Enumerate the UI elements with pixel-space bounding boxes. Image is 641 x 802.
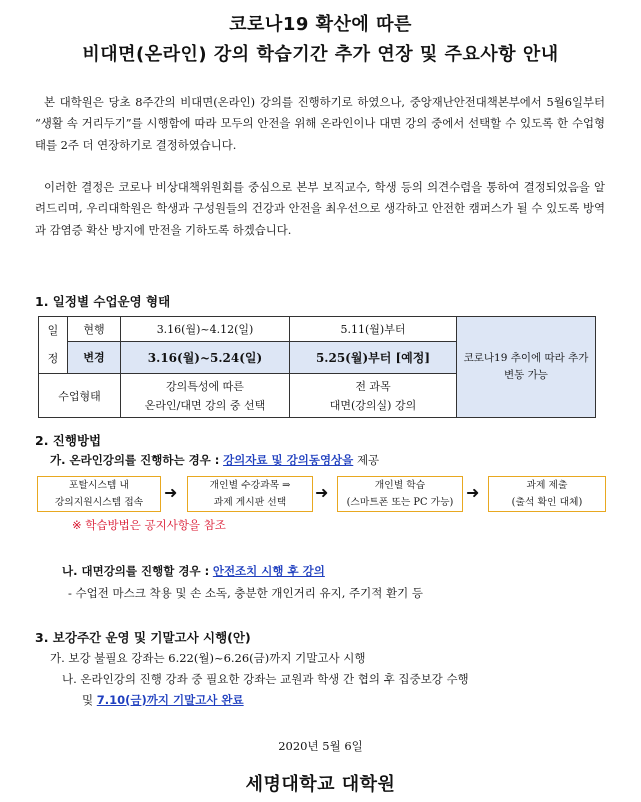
current-label: 현행 [68, 317, 121, 342]
flow-step-4-line-1: 과제 제출 [526, 480, 568, 491]
form-col-1-line-2: 온라인/대면 강의 중 선택 [144, 398, 266, 412]
section-3-item-a: 가. 보강 불필요 강좌는 6.22(월)~6.26(금)까지 기말고사 시행 [50, 651, 366, 665]
changed-period-1: 3.16(월)~5.24(일) [121, 341, 290, 373]
online-suffix: 제공 [356, 453, 380, 467]
form-col-1 [121, 374, 290, 418]
offline-detail: - 수업전 마스크 착용 및 손 소독, 충분한 개인거리 유지, 주기적 환기 등 [68, 586, 424, 600]
row-label-char-1: 일 [47, 324, 59, 337]
offline-link: 안전조치 시행 후 강의 [212, 564, 325, 578]
intro-paragraph-1: 본 대학원은 당초 8주간의 비대면(온라인) 강의를 진행하기로 하였으나, 중앙재난안전대책본부에서 5월6일부터 “생활 속 거리두기”를 시행함에 따라 모두의 안전을 위해 온라인이나 대면 강의 중에서 선택할 수 있도록 한 수업형태를 2주 더 연장하기로 결정하였습니다. [35, 95, 605, 152]
form-col-1-line-1: 강의특성에 따른 [166, 379, 244, 393]
offline-prefix: 나. 대면강의를 진행할 경우 : [62, 564, 210, 578]
current-period-1: 3.16(월)~4.12(일) [121, 317, 290, 342]
flow-arrow-2-icon: ➜ [315, 483, 329, 502]
form-col-2 [290, 374, 457, 418]
item-b-link: 7.10(금)까지 기말고사 완료 [96, 693, 244, 707]
title-line-2: 비대면(온라인) 강의 학습기간 추가 연장 및 주요사항 안내 [82, 44, 559, 65]
flow-step-2-line-2: 과제 게시판 선택 [213, 497, 287, 508]
form-col-2-line-1: 전 과목 [355, 379, 391, 393]
item-b-prefix: 및 [82, 693, 94, 707]
section-2-heading: 2. 진행방법 [35, 433, 102, 448]
study-method-note: ※ 학습방법은 공지사항을 참조 [72, 518, 226, 532]
document-date: 2020년 5월 6일 [278, 739, 363, 753]
flow-step-4-line-2: (출석 확인 대체) [511, 497, 583, 508]
current-period-2: 5.11(월)부터 [290, 317, 457, 342]
flow-step-2-line-1: 개인별 수강과목 ⇒ [209, 480, 291, 491]
section-3-item-b-line-1: 나. 온라인강의 진행 강좌 중 필요한 강좌는 교원과 학생 간 협의 후 집중보강 수행 [62, 672, 469, 686]
schedule-row-label [39, 317, 68, 374]
signature: 세명대학교 대학원 [245, 774, 396, 795]
row-label-char-2: 정 [47, 352, 59, 365]
section-1-heading: 1. 일정별 수업운영 형태 [35, 294, 171, 309]
section-3-heading: 3. 보강주간 운영 및 기말고사 시행(안) [35, 630, 251, 645]
online-line [50, 452, 379, 468]
flow-arrow-3-icon: ➜ [466, 483, 480, 502]
flow-step-1 [37, 476, 161, 512]
flow-step-3-line-2: (스마트폰 또는 PC 가능) [346, 497, 454, 508]
offline-line [62, 563, 325, 579]
intro-paragraph-2: 이러한 결정은 코로나 비상대책위원회를 중심으로 본부 보직교수, 학생 등의 의견수렴을 통하여 결정되었음을 알려드리며, 우리대학원은 학생과 구성원들의 건강과 안전을 최우선으로 생각하고 안전한 캠퍼스가 될 수 있도록 방역과 감염증 확산 방지에 만전을 기하도록 하겠습니다. [35, 180, 605, 237]
section-3-item-b-line-2 [82, 692, 244, 708]
form-label: 수업형태 [39, 374, 121, 418]
flow-step-1-line-1: 포탈시스템 내 [69, 480, 129, 491]
changed-period-2: 5.25(월)부터 [예정] [290, 341, 457, 373]
flow-step-2 [187, 476, 313, 512]
schedule-table [38, 316, 596, 418]
online-link: 강의자료 및 강의동영상을 [223, 453, 354, 467]
online-prefix: 가. 온라인강의를 진행하는 경우 : [50, 453, 220, 467]
changed-label: 변경 [68, 341, 121, 373]
flow-arrow-1-icon: ➜ [164, 483, 178, 502]
form-col-2-line-2: 대면(강의실) 강의 [329, 398, 417, 412]
schedule-side-note: 코로나19 추이에 따라 추가 변동 가능 [457, 317, 596, 418]
flow-step-1-line-2: 강의지원시스템 접속 [54, 497, 144, 508]
title-line-1: 코로나19 확산에 따른 [229, 14, 412, 35]
flow-step-3 [337, 476, 463, 512]
flow-step-4 [488, 476, 606, 512]
flow-step-3-line-1: 개인별 학습 [374, 480, 426, 491]
